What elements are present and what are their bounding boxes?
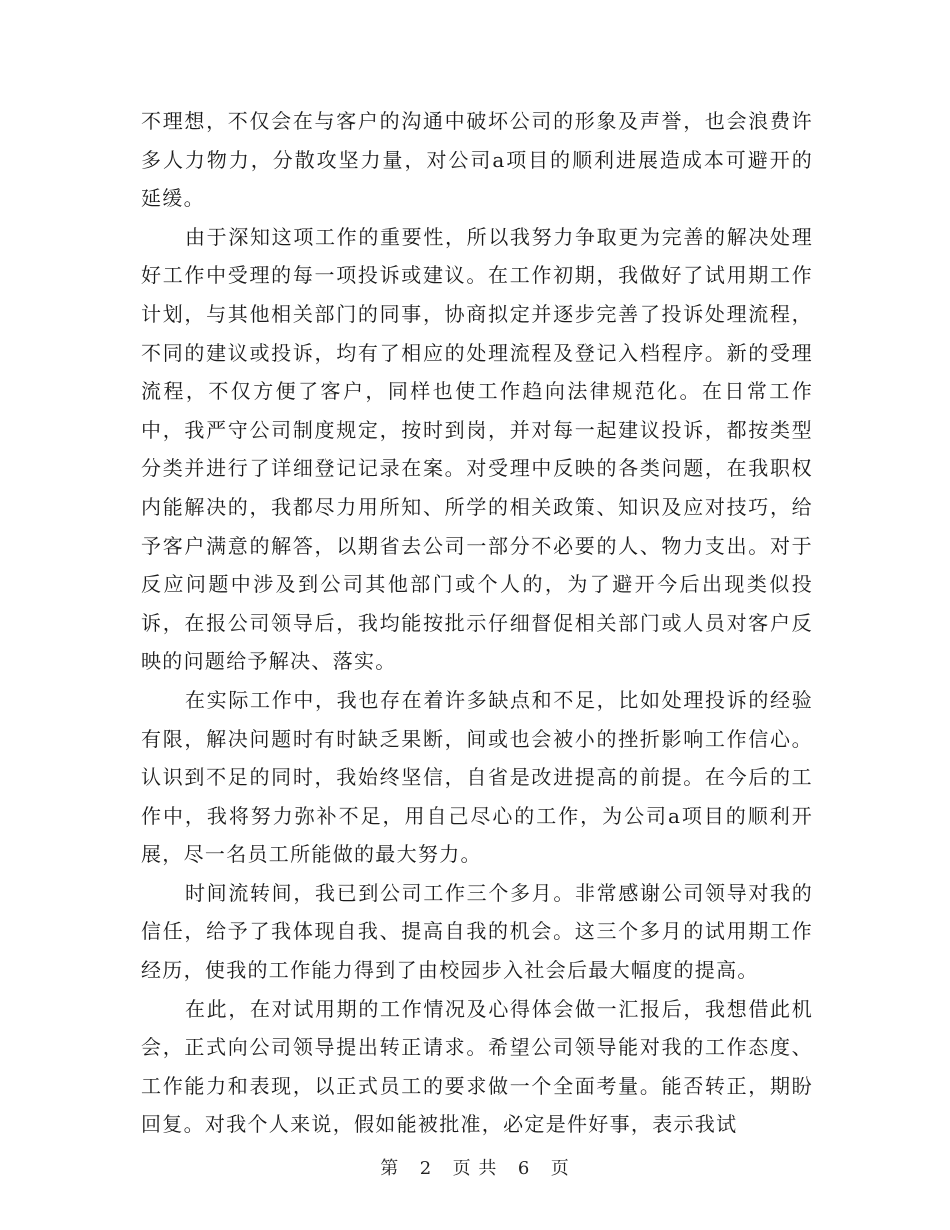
page-number-footer bbox=[0, 1154, 950, 1180]
current-page-number: 2 bbox=[419, 1158, 433, 1179]
paragraph: 在此，在对试用期的工作情况及心得体会做一汇报后，我想借此机会，正式向公司领导提出转正请求。希望公司领导能对我的工作态度、工作能力和表现，以正式员工的要求做一个全面考量。能否转正，期盼回复。对我个人来说，假如能被批准，必定是件好事，表示我试 bbox=[141, 996, 813, 1137]
footer-prefix: 第 bbox=[380, 1158, 400, 1179]
footer-suffix: 页 bbox=[550, 1158, 570, 1179]
paragraph: 时间流转间，我已到公司工作三个多月。非常感谢公司领导对我的信任，给予了我体现自我、提高自我的机会。这三个多月的试用期工作经历，使我的工作能力得到了由校园步入社会后最大幅度的提高。 bbox=[141, 880, 813, 983]
paragraph: 由于深知这项工作的重要性，所以我努力争取更为完善的解决处理好工作中受理的每一项投诉或建议。在工作初期，我做好了试用期工作计划，与其他相关部门的同事，协商拟定并逐步完善了投诉处理流程，不同的建议或投诉，均有了相应的处理流程及登记入档程序。新的受理流程，不仅方便了客户，同样也使工作趋向法律规范化。在日常工作中，我严守公司制度规定，按时到岗，并对每一起建议投诉，都按类型分类并进行了详细登记记录在案。对受理中反映的各类问题，在我职权内能解决的，我都尽力用所知、所学的相关政策、知识及应对技巧，给予客户满意的解答，以期省去公司一部分不必要的人、物力支出。对于反应问题中涉及到公司其他部门或个人的，为了避开今后出现类似投诉，在报公司领导后，我均能按批示仔细督促相关部门或人员对客户反映的问题给予解决、落实。 bbox=[141, 224, 813, 674]
footer-middle: 页 共 bbox=[452, 1158, 498, 1179]
paragraph: 在实际工作中，我也存在着许多缺点和不足，比如处理投诉的经验有限，解决问题时有时缺乏果断，间或也会被小的挫折影响工作信心。认识到不足的同时，我始终坚信，自省是改进提高的前提。在今后的工作中，我将努力弥补不足，用自己尽心的工作，为公司a项目的顺利开展，尽一名员工所能做的最大努力。 bbox=[141, 687, 813, 867]
total-page-number: 6 bbox=[517, 1158, 531, 1179]
document-body bbox=[141, 102, 813, 1144]
paragraph: 不理想，不仅会在与客户的沟通中破坏公司的形象及声誉，也会浪费许多人力物力，分散攻坚力量，对公司a项目的顺利进展造成本可避开的延缓。 bbox=[141, 109, 813, 211]
